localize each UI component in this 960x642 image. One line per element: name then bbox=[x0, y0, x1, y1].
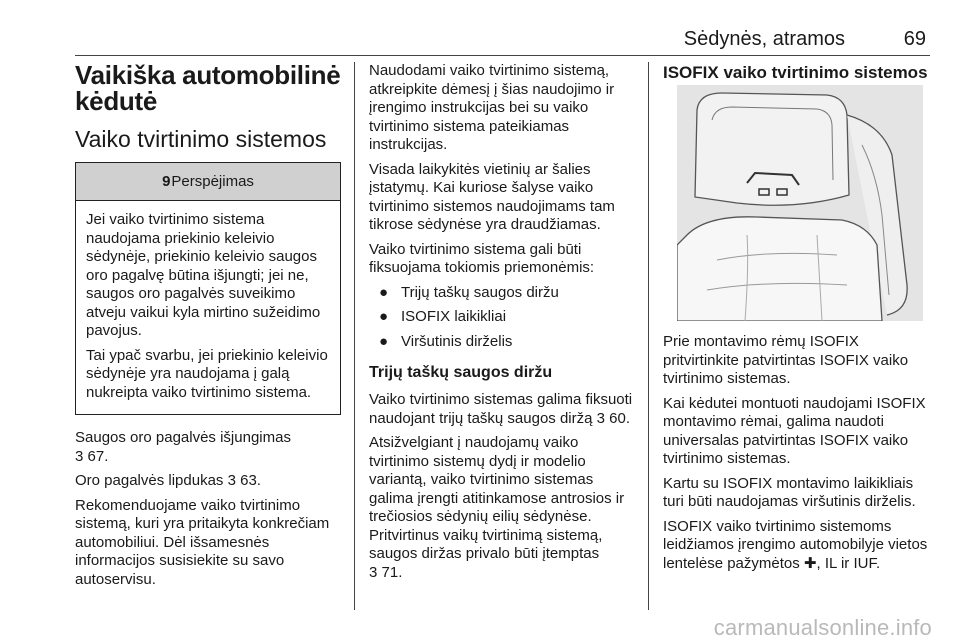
subsection-heading: Trijų taškų saugos diržu bbox=[369, 364, 553, 381]
warning-header bbox=[76, 163, 340, 201]
bullet-icon: ● bbox=[379, 332, 389, 350]
warning-body bbox=[76, 201, 340, 414]
section-heading: Vaiko tvirtinimo sistemos bbox=[75, 126, 327, 152]
paragraph: Prie montavimo rėmų ISOFIX pritvirtinkite patvirtintas ISOFIX vaiko tvirtinimo sistemas. bbox=[663, 333, 909, 387]
paragraph: Naudodami vaiko tvirtinimo sistemą, atkreipkite dėmesį į šias naudojimo ir įrengimo instrukcijas bei su vaiko tvirtinimo sistema pateikiamas instrukcijas. bbox=[369, 62, 615, 153]
paragraph: Oro pagalvės lipdukas 3 63. bbox=[75, 472, 261, 489]
page-number: 69 bbox=[903, 28, 926, 50]
seat-drawing bbox=[677, 85, 923, 321]
paragraph: Rekomenduojame vaiko tvirtinimo sistemą, kuri yra pritaikyta konkrečiam automobiliui. Dėl išsamesnės informacijos susisiekite su savo autoservisu. bbox=[75, 496, 330, 588]
page-reference: 3 67. bbox=[75, 447, 109, 465]
warning-text: Jei vaiko tvirtinimo sistema naudojama priekinio keleivio sėdynėje, priekinio keleivio saugos oro pagalvę būtina išjungti; jei ne, saugos oro pagalvės suveikimo atveju vaikui kyla mirtino sužeidimo pavojus. bbox=[86, 211, 321, 339]
paragraph bbox=[75, 429, 341, 466]
isofix-marker-icon: ✚ bbox=[803, 554, 817, 572]
column-divider bbox=[354, 62, 355, 610]
column-2 bbox=[369, 62, 635, 588]
warning-label: Perspėjimas bbox=[171, 173, 254, 190]
watermark: carmanualsonline.info bbox=[713, 615, 932, 640]
page-reference: 3 71. bbox=[369, 563, 403, 581]
column-divider bbox=[648, 62, 649, 610]
paragraph: Kai kėdutei montuoti naudojami ISOFIX montavimo rėmai, galima naudoti universalas patvirtintas ISOFIX vaiko tvirtinimo sistemas. bbox=[663, 394, 926, 467]
column-1 bbox=[75, 62, 341, 595]
list-item: ● Viršutinis dirželis bbox=[379, 332, 513, 350]
paragraph: Atsižvelgiant į naudojamų vaiko tvirtinimo sistemų dydį ir modelio variantą, vaiko tvirtinimo sistemas galima įrengti atitinkamose antrosios ir trečiosios sėdynių eilių sėdynėse. Pritvirtinus vaikų tvirtinimą sistemą, saugos diržas privalo būti įtemptas 3 71. bbox=[369, 434, 625, 581]
isofix-seat-illustration bbox=[677, 85, 923, 321]
chapter-title: Vaikiška automobilinė kėdutė bbox=[75, 60, 341, 116]
airbag-deactivation-text: Saugos oro pagalvės išjungimas bbox=[75, 429, 291, 446]
paragraph: Vaiko tvirtinimo sistema gali būti fiksuojama tokiomis priemonėmis: bbox=[369, 240, 595, 276]
column-3 bbox=[663, 62, 933, 579]
section-title: Sėdynės, atramos bbox=[683, 28, 845, 50]
page-header bbox=[75, 26, 930, 56]
list-item: ● ISOFIX laikikliai bbox=[379, 308, 507, 325]
bullet-icon: ● bbox=[379, 308, 389, 325]
paragraph: ISOFIX vaiko tvirtinimo sistemoms leidžiamos įrengimo automobilyje vietos lentelėse pažymėtos ✚, IL ir IUF. bbox=[663, 517, 928, 572]
section-heading: ISOFIX vaiko tvirtinimo sistemos bbox=[663, 63, 928, 82]
paragraph: Visada laikykitės vietinių ar šalies įstatymų. Kai kuriose šalyse vaiko tvirtinimo sistemos naudojimams tam tikrose sėdynėse yra draudžiamas. bbox=[369, 160, 615, 233]
warning-text: Tai ypač svarbu, jei priekinio keleivio sėdynėje yra naudojama į galą nukreipta vaiko tvirtinimo sistema. bbox=[86, 346, 328, 401]
warning-icon: 9 bbox=[162, 173, 171, 190]
bullet-icon: ● bbox=[379, 283, 389, 301]
paragraph: Kartu su ISOFIX montavimo laikikliais turi būti naudojamas viršutinis dirželis. bbox=[663, 474, 916, 510]
list-item: ● Trijų taškų saugos diržu bbox=[379, 283, 559, 301]
header-divider bbox=[75, 55, 930, 56]
warning-box bbox=[75, 162, 341, 415]
paragraph: Vaiko tvirtinimo sistemas galima fiksuoti naudojant trijų taškų saugos diržą 3 60. bbox=[369, 391, 633, 427]
